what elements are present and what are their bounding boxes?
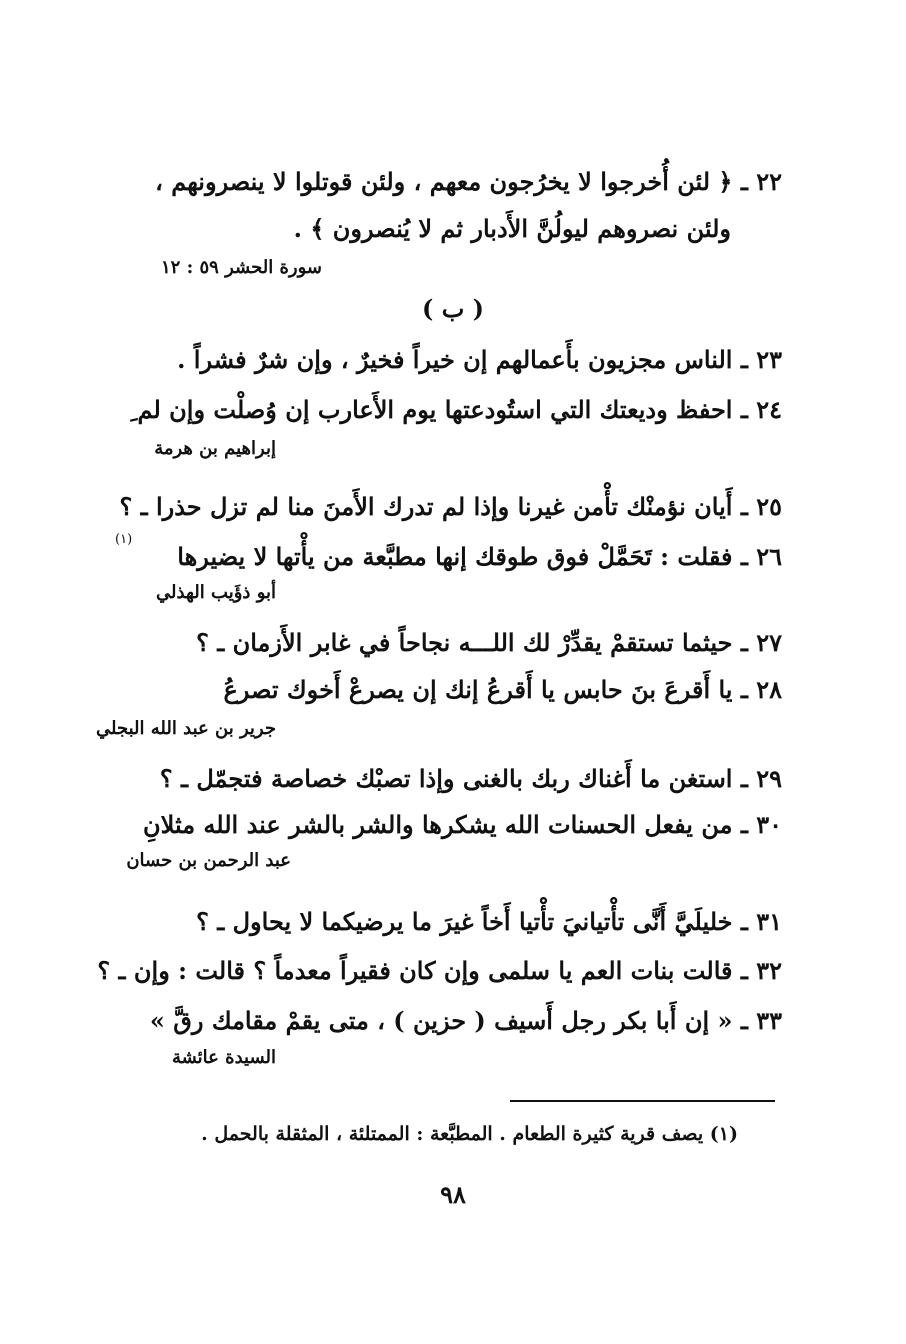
entry-22-source: سورة الحشر ٥٩ : ١٢ bbox=[160, 257, 322, 278]
entry-26-attribution: أبو ذؤَيب الهذلي bbox=[156, 582, 276, 603]
entry-23: ٢٣ ـ الناس مجزيون بأَعمالهم إن خيراً فخيرٌ ، وإن شرٌ فشراً . bbox=[177, 345, 782, 374]
entry-30: ٣٠ ـ من يفعل الحسنات الله يشكرها والشر بالشر عند الله مثلانِ bbox=[143, 810, 782, 839]
page-number: ٩٨ bbox=[440, 1180, 466, 1209]
entry-24-attribution: إبراهيم بن هرمة bbox=[154, 438, 276, 459]
footnote-separator bbox=[510, 1100, 775, 1102]
entry-25: ٢٥ ـ أَيان نؤمنْك تأْمن غيرنا وإذا لم تدرك الأَمنَ منا لم تزل حذرا ـ ؟ bbox=[119, 492, 782, 521]
entry-30-attribution: عبد الرحمن بن حسان bbox=[126, 850, 291, 871]
footnote-text: (١) يصف قرية كثيرة الطعام . المطبَّعة : الممتلئة ، المثقلة بالحمل . bbox=[201, 1123, 738, 1145]
entry-29: ٢٩ ـ استغن ما أَغناك ربك بالغنى وإذا تصبْك خصاصة فتجمّل ـ ؟ bbox=[159, 764, 782, 793]
entry-31: ٣١ ـ خليلَيَّ أَنَّى تأْتيانيَ تأْتيا أَخاً غيرَ ما يرضيكما لا يحاول ـ ؟ bbox=[196, 907, 782, 936]
entry-33-attribution: السيدة عائشة bbox=[171, 1047, 276, 1068]
entry-24: ٢٤ ـ احفظ وديعتك التي استُودعتها يوم الأَعارب إن وُصلْت وإن لم ِ bbox=[130, 395, 782, 424]
entry-22-line-1: ٢٢ ـ ﴿ لئن أُخرجوا لا يخرُجون معهم ، ولئن قوتلوا لا ينصرونهم ، bbox=[155, 167, 782, 196]
entry-28-attribution: جرير بن عبد الله البجلي bbox=[96, 718, 276, 739]
entry-27: ٢٧ ـ حيثما تستقمْ يقدِّرْ لك اللـــه نجاحاً في غابر الأَزمان ـ ؟ bbox=[196, 628, 782, 657]
entry-26: ٢٦ ـ فقلت : تَحَمَّلْ فوق طوقك إنها مطبَّعة من يأْتها لا يضيرها bbox=[177, 542, 782, 571]
entry-22-line-2: ولئن نصروهم ليولُنَّ الأَدبار ثم لا يُنصرون ﴾ . bbox=[293, 214, 731, 243]
entry-28: ٢٨ ـ يا أَقرعَ بنَ حابس يا أَقرعُ إنك إن يصرعْ أَخوك تصرعُ bbox=[223, 675, 782, 704]
section-heading: ( ب ) bbox=[421, 294, 485, 323]
entry-32: ٣٢ ـ قالت بنات العم يا سلمى وإن كان فقيراً معدماً ؟ قالت : وإن ـ ؟ bbox=[97, 956, 782, 985]
entry-33: ٣٣ ـ « إن أَبا بكر رجل أَسيف ( حزين ) ، متى يقمْ مقامك رقَّ » bbox=[149, 1006, 782, 1035]
footnote-marker: (١) bbox=[115, 532, 133, 547]
